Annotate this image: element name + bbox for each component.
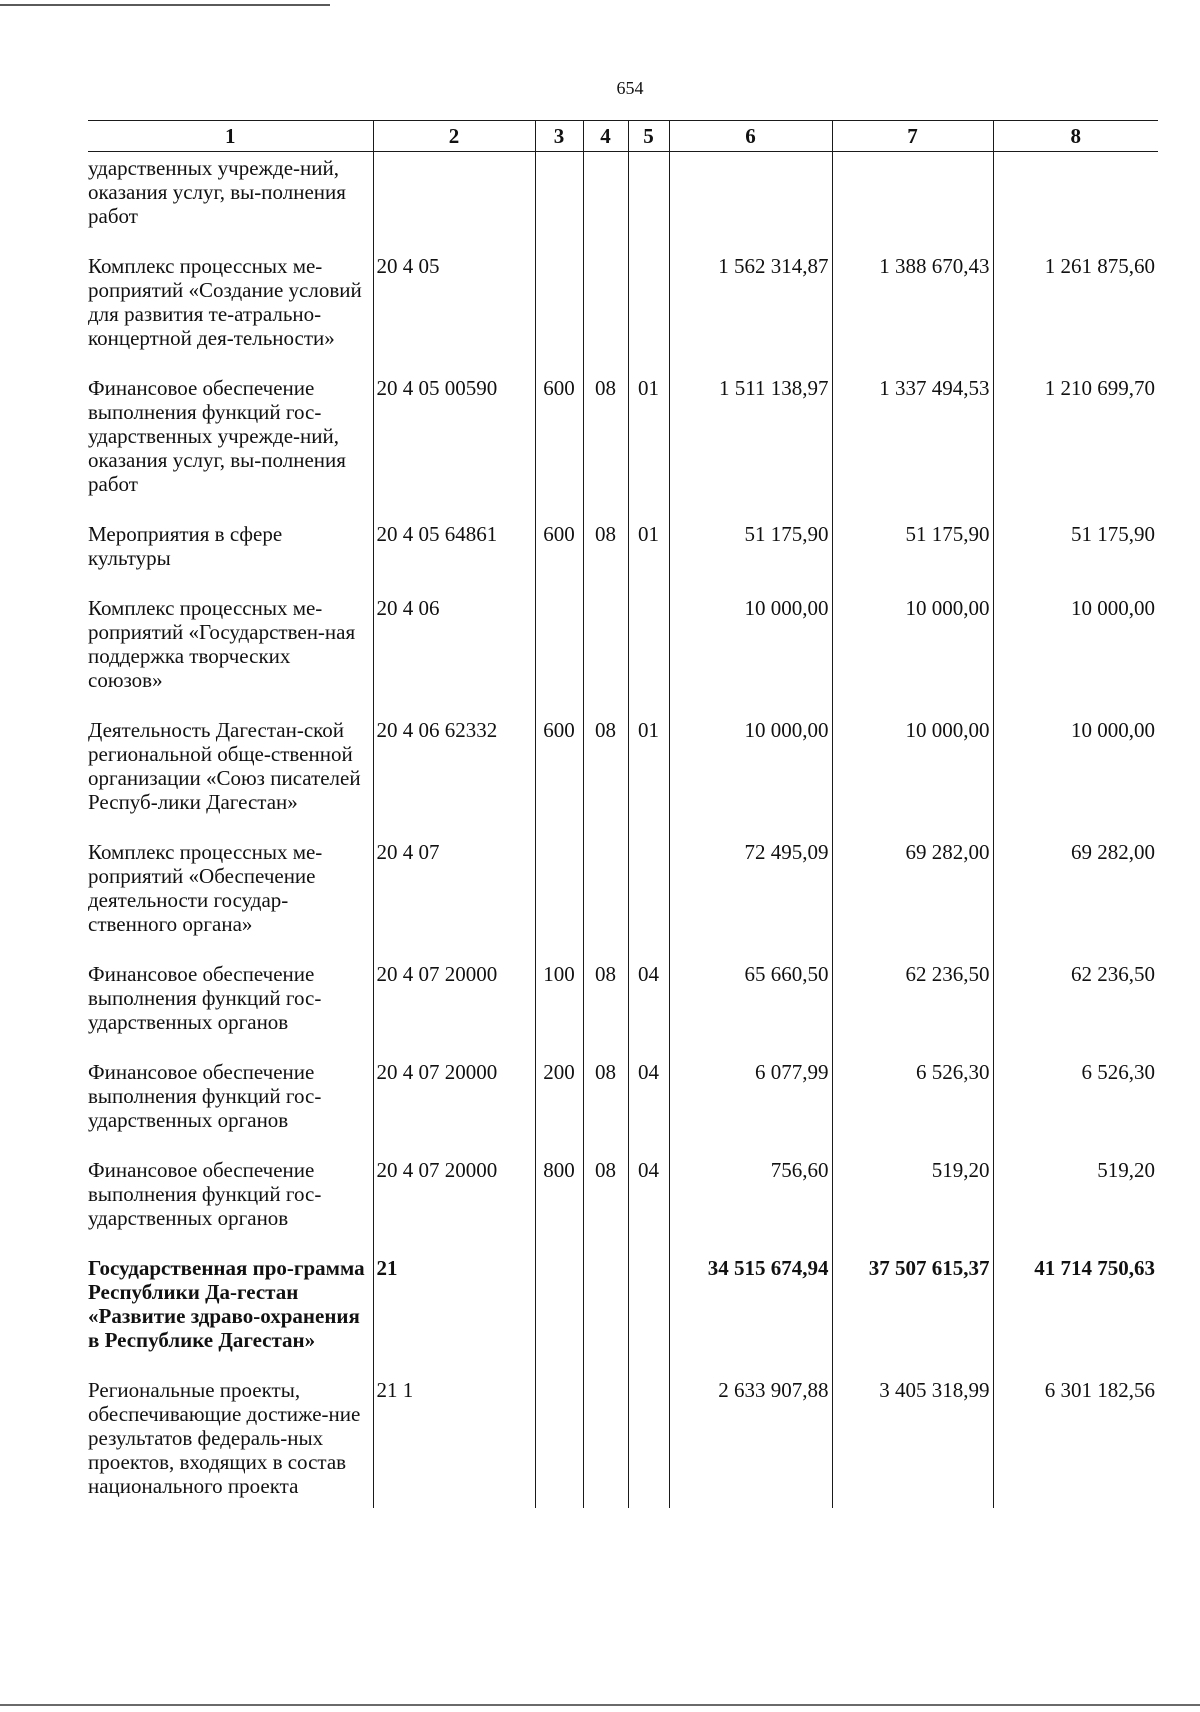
section-cell: 08	[583, 1154, 628, 1252]
section-cell	[583, 1252, 628, 1374]
section-cell: 08	[583, 518, 628, 592]
budget-code-cell: 20 4 06	[373, 592, 535, 714]
table-header-row	[88, 121, 1158, 152]
table-row	[88, 1056, 1158, 1154]
row-name-cell: Комплекс процессных ме-роприятий «Обеспечение деятельности государ-ственного органа»	[88, 840, 323, 936]
amount-col7-cell: 69 282,00	[832, 836, 993, 958]
table-row	[88, 1252, 1158, 1374]
row-name-cell: Государственная про-грамма Республики Да-гестан «Развитие здраво-охранения в Республике Дагестан»	[88, 1256, 365, 1352]
expense-type-cell	[535, 250, 583, 372]
row-name-cell: Финансовое обеспечение выполнения функций гос-ударственных учрежде-ний, оказания услуг, вы-полнения работ	[88, 376, 346, 496]
budget-code-cell: 21	[373, 1252, 535, 1374]
amount-col8-cell: 6 526,30	[993, 1056, 1158, 1154]
expense-type-cell	[535, 836, 583, 958]
subsection-cell	[628, 1252, 669, 1374]
section-cell	[583, 592, 628, 714]
subsection-cell	[628, 836, 669, 958]
scan-edge-top	[0, 4, 330, 6]
row-name-cell: Региональные проекты, обеспечивающие достиже-ние результатов федераль-ных проектов, входящих в состав национального проекта	[88, 1378, 361, 1498]
amount-col6-cell: 1 562 314,87	[669, 250, 832, 372]
expense-type-cell: 600	[535, 714, 583, 836]
section-cell	[583, 152, 628, 251]
amount-col8-cell: 69 282,00	[993, 836, 1158, 958]
expense-type-cell: 800	[535, 1154, 583, 1252]
subsection-cell	[628, 592, 669, 714]
row-name-cell: Финансовое обеспечение выполнения функций гос-ударственных органов	[88, 962, 322, 1034]
amount-col7-cell: 1 388 670,43	[832, 250, 993, 372]
expense-type-cell	[535, 1252, 583, 1374]
amount-col7-cell: 519,20	[832, 1154, 993, 1252]
budget-code-cell: 20 4 05	[373, 250, 535, 372]
amount-col6-cell: 51 175,90	[669, 518, 832, 592]
amount-col6-cell: 72 495,09	[669, 836, 832, 958]
column-header: 4	[583, 121, 628, 152]
page-number: 654	[616, 78, 644, 98]
amount-col8-cell: 519,20	[993, 1154, 1158, 1252]
scan-edge-bottom	[0, 1704, 1200, 1706]
amount-col6-cell: 34 515 674,94	[669, 1252, 832, 1374]
table-row	[88, 250, 1158, 372]
expense-type-cell: 600	[535, 372, 583, 518]
column-header: 2	[373, 121, 535, 152]
subsection-cell	[628, 1374, 669, 1508]
expense-type-cell	[535, 1374, 583, 1508]
table-body	[88, 152, 1158, 1509]
table-row	[88, 1154, 1158, 1252]
row-name-cell: Комплекс процессных ме-роприятий «Создание условий для развития те-атрально-концертной дея-тельности»	[88, 254, 362, 350]
amount-col8-cell: 62 236,50	[993, 958, 1158, 1056]
subsection-cell: 04	[628, 958, 669, 1056]
row-name-cell: Деятельность Дагестан-ской региональной обще-ственной организации «Союз писателей Респуб-лики Дагестан»	[88, 718, 361, 814]
amount-col7-cell: 1 337 494,53	[832, 372, 993, 518]
amount-col6-cell: 6 077,99	[669, 1056, 832, 1154]
section-cell: 08	[583, 714, 628, 836]
amount-col7-cell: 10 000,00	[832, 714, 993, 836]
amount-col8-cell: 1 210 699,70	[993, 372, 1158, 518]
budget-code-cell: 20 4 07	[373, 836, 535, 958]
column-header: 5	[628, 121, 669, 152]
table-row	[88, 1374, 1158, 1508]
amount-col6-cell: 2 633 907,88	[669, 1374, 832, 1508]
row-name-cell: Финансовое обеспечение выполнения функций гос-ударственных органов	[88, 1158, 322, 1230]
subsection-cell: 01	[628, 372, 669, 518]
subsection-cell: 04	[628, 1056, 669, 1154]
section-cell: 08	[583, 372, 628, 518]
expense-type-cell	[535, 152, 583, 251]
table-row	[88, 958, 1158, 1056]
amount-col8-cell: 10 000,00	[993, 592, 1158, 714]
section-cell: 08	[583, 958, 628, 1056]
amount-col8-cell: 1 261 875,60	[993, 250, 1158, 372]
amount-col8-cell: 41 714 750,63	[993, 1252, 1158, 1374]
budget-table	[88, 120, 1158, 1508]
amount-col6-cell: 756,60	[669, 1154, 832, 1252]
row-name-cell: ударственных учрежде-ний, оказания услуг, вы-полнения работ	[88, 156, 346, 228]
amount-col7-cell: 51 175,90	[832, 518, 993, 592]
amount-col7-cell: 62 236,50	[832, 958, 993, 1056]
table-row	[88, 714, 1158, 836]
subsection-cell: 01	[628, 714, 669, 836]
amount-col7-cell: 37 507 615,37	[832, 1252, 993, 1374]
budget-code-cell: 20 4 07 20000	[373, 958, 535, 1056]
amount-col7-cell: 10 000,00	[832, 592, 993, 714]
budget-code-cell: 20 4 07 20000	[373, 1154, 535, 1252]
amount-col8-cell: 51 175,90	[993, 518, 1158, 592]
budget-code-cell: 20 4 07 20000	[373, 1056, 535, 1154]
amount-col6-cell: 1 511 138,97	[669, 372, 832, 518]
expense-type-cell	[535, 592, 583, 714]
column-header: 6	[669, 121, 832, 152]
amount-col6-cell: 10 000,00	[669, 592, 832, 714]
amount-col7-cell: 3 405 318,99	[832, 1374, 993, 1508]
column-header: 1	[88, 121, 373, 152]
budget-code-cell: 20 4 06 62332	[373, 714, 535, 836]
amount-col6-cell: 10 000,00	[669, 714, 832, 836]
budget-code-cell: 21 1	[373, 1374, 535, 1508]
table-row	[88, 836, 1158, 958]
table-row	[88, 592, 1158, 714]
expense-type-cell: 200	[535, 1056, 583, 1154]
section-cell	[583, 250, 628, 372]
amount-col8-cell: 6 301 182,56	[993, 1374, 1158, 1508]
table-row	[88, 518, 1158, 592]
budget-code-cell: 20 4 05 00590	[373, 372, 535, 518]
subsection-cell	[628, 152, 669, 251]
row-name-cell: Мероприятия в сфере культуры	[88, 522, 283, 570]
amount-col8-cell	[993, 152, 1158, 251]
column-header: 7	[832, 121, 993, 152]
row-name-cell: Финансовое обеспечение выполнения функций гос-ударственных органов	[88, 1060, 322, 1132]
section-cell: 08	[583, 1056, 628, 1154]
section-cell	[583, 836, 628, 958]
expense-type-cell: 100	[535, 958, 583, 1056]
budget-code-cell: 20 4 05 64861	[373, 518, 535, 592]
amount-col6-cell	[669, 152, 832, 251]
subsection-cell: 04	[628, 1154, 669, 1252]
section-cell	[583, 1374, 628, 1508]
column-header: 8	[993, 121, 1158, 152]
amount-col8-cell: 10 000,00	[993, 714, 1158, 836]
subsection-cell: 01	[628, 518, 669, 592]
expense-type-cell: 600	[535, 518, 583, 592]
amount-col7-cell: 6 526,30	[832, 1056, 993, 1154]
column-header: 3	[535, 121, 583, 152]
table-row	[88, 152, 1158, 251]
amount-col7-cell	[832, 152, 993, 251]
budget-code-cell	[373, 152, 535, 251]
amount-col6-cell: 65 660,50	[669, 958, 832, 1056]
table-row	[88, 372, 1158, 518]
subsection-cell	[628, 250, 669, 372]
row-name-cell: Комплекс процессных ме-роприятий «Государствен-ная поддержка творческих союзов»	[88, 596, 356, 692]
